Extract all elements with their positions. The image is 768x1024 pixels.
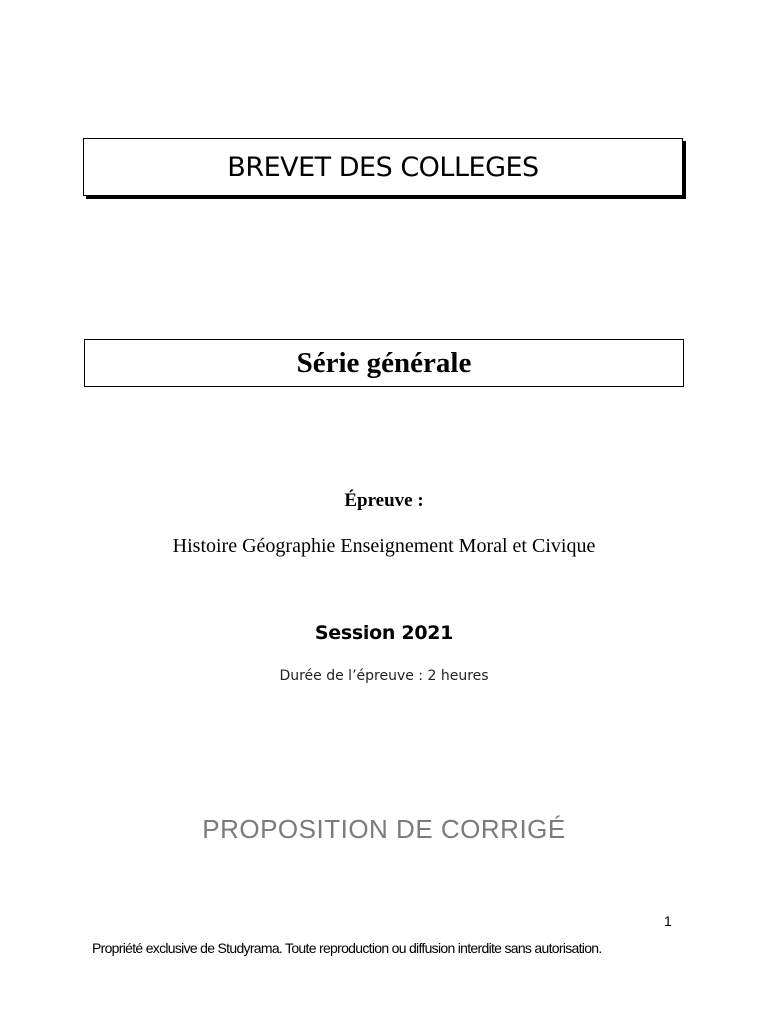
session-label: Session 2021 (314, 622, 454, 644)
page-number: 1 (664, 913, 672, 929)
series-box (84, 339, 684, 387)
document-title: BREVET DES COLLEGES (227, 151, 539, 183)
exam-label: Épreuve : (344, 490, 424, 511)
title-box (83, 138, 683, 196)
proposition-heading: PROPOSITION DE CORRIGÉ (202, 814, 566, 844)
exam-subject: Histoire Géographie Enseignement Moral et Civique (172, 535, 596, 557)
series-label: Série générale (296, 346, 472, 379)
exam-duration: Durée de l’épreuve : 2 heures (279, 668, 489, 684)
footer-copyright: Propriété exclusive de Studyrama. Toute reproduction ou diffusion interdite sans autorisation. (92, 940, 602, 956)
